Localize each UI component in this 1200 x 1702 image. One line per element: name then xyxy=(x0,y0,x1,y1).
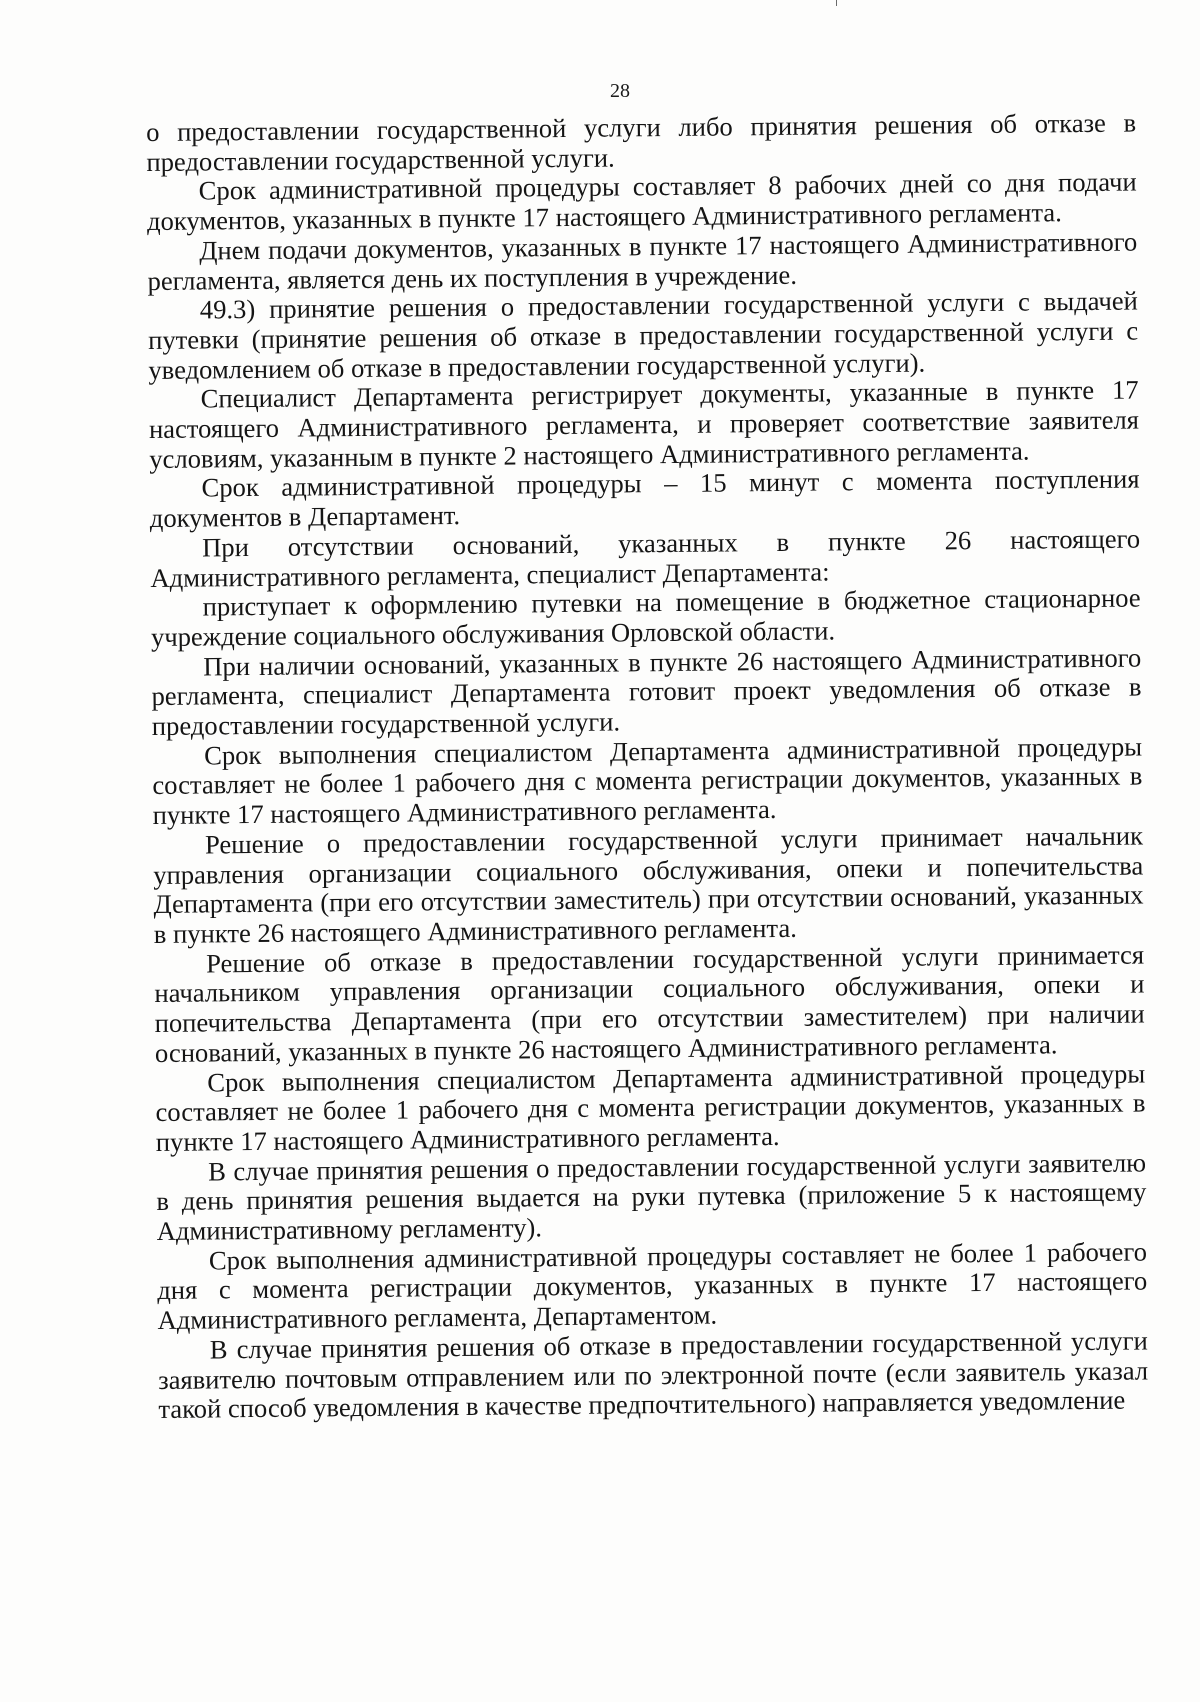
paragraph: Срок административной процедуры – 15 минут с момента поступления документов в Департамент. xyxy=(149,463,1140,534)
paragraph: Решение об отказе в предоставлении государственной услуги принимается начальником управления организации социального обслуживания, опеки и попечительства Департамента (при его отсутствии заместителем) при наличии оснований, указанных в пункте 26 настоящего Административного регламента. xyxy=(154,939,1145,1068)
paragraph: Специалист Департамента регистрирует документы, указанные в пункте 17 настоящего Административного регламента, и проверяет соответствие заявителя условиям, указанным в пункте 2 настоящего Административного регламента. xyxy=(148,374,1140,474)
page-number: 28 xyxy=(610,80,630,102)
paragraph: Срок выполнения административной процедуры составляет не более 1 рабочего дня с момента регистрации документов, указанных в пункте 17 настоящего Административного регламента, Департаментом. xyxy=(157,1236,1148,1336)
paragraph: При наличии оснований, указанных в пункте 26 настоящего Административного регламента, специалист Департамента готовит проект уведомления об отказе в предоставлении государственной услуги. xyxy=(151,642,1142,742)
paragraph-continuation: о предоставлении государственной услуги либо принятия решения об отказе в предоставлении государственной услуги. xyxy=(145,107,1137,177)
paragraph: Днем подачи документов, указанных в пункте 17 настоящего Административного регламента, является день их поступления в учреждение. xyxy=(147,226,1138,296)
paragraph: Решение о предоставлении государственной услуги принимает начальник управления организации социального обслуживания, опеки и попечительства Департамента (при его отсутствии заместитель) при отсутствии оснований, указанных в пункте 26 настоящего Административного регламента. xyxy=(153,820,1144,949)
paragraph: В случае принятия решения о предоставлении государственной услуги заявителю в день принятия решения выдается на руки путевка (приложение 5 к настоящему Административному регламенту). xyxy=(156,1147,1147,1246)
paragraph: Срок выполнения специалистом Департамента административной процедуры составляет не более 1 рабочего дня с момента регистрации документов, указанных в пункте 17 настоящего Административного регламента. xyxy=(152,731,1143,831)
paragraph: приступает к оформлению путевки на помещение в бюджетное стационарное учреждение социального обслуживания Орловской области. xyxy=(150,582,1141,652)
document-body xyxy=(146,108,1148,1424)
paragraph: В случае принятия решения об отказе в предоставлении государственной услуги заявителю почтовым отправлением или по электронной почте (если заявитель указал такой способ уведомления в качестве предпочтительного) направляется уведомление xyxy=(157,1325,1149,1425)
paragraph-clause-49-3: 49.3) принятие решения о предоставлении государственной услуги с выдачей путевки (принятие решения об отказе в предоставлении государственной услуги с уведомлением об отказе в предоставлении государственной услуги). xyxy=(147,285,1139,385)
scan-artifact-mark xyxy=(836,0,837,6)
paragraph: При отсутствии оснований, указанных в пункте 26 настоящего Административного регламента, специалист Департамента: xyxy=(150,523,1141,593)
paragraph: Срок выполнения специалистом Департамента административной процедуры составляет не более 1 рабочего дня с момента регистрации документов, указанных в пункте 17 настоящего Административного регламента. xyxy=(155,1057,1146,1157)
paragraph: Срок административной процедуры составляет 8 рабочих дней со дня подачи документов, указанных в пункте 17 настоящего Административного регламента. xyxy=(146,166,1137,237)
